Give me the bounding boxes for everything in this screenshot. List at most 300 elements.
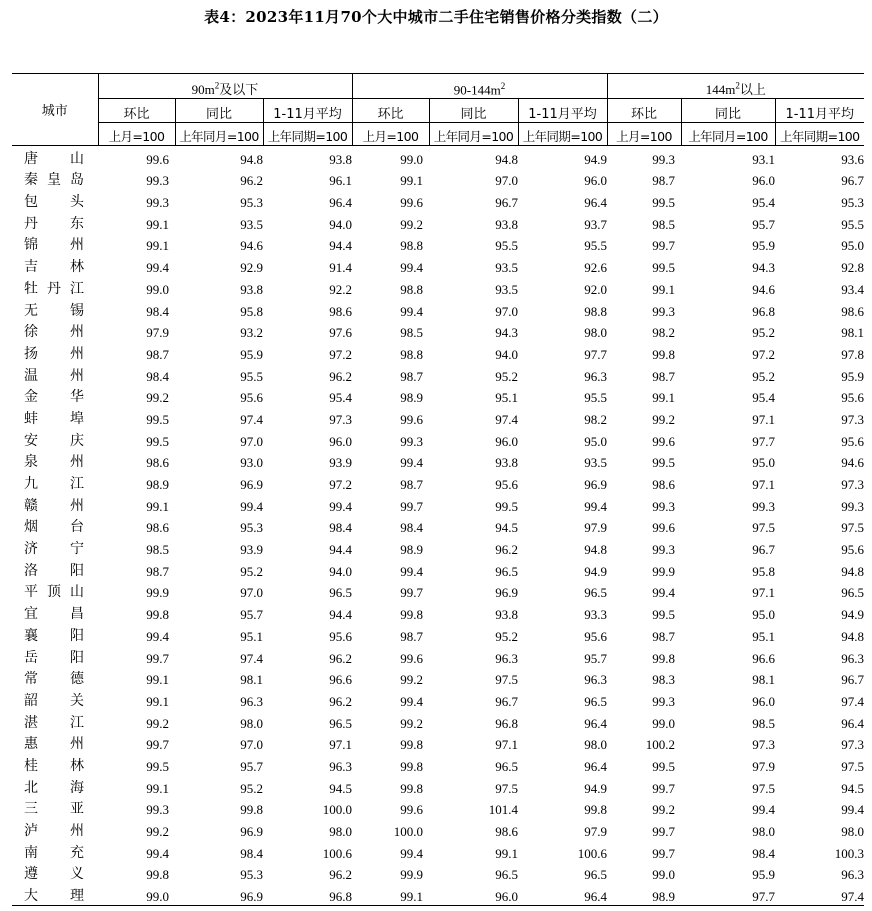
index-value-cell: 99.5 bbox=[495, 498, 518, 514]
index-value-cell: 99.4 bbox=[400, 563, 423, 579]
index-value-cell: 99.7 bbox=[400, 498, 423, 514]
index-value-cell: 99.8 bbox=[400, 780, 423, 796]
table-row bbox=[12, 797, 864, 819]
index-value-cell: 99.1 bbox=[146, 238, 169, 254]
city-name-cell: 唐山 bbox=[24, 150, 84, 167]
index-value-cell: 99.8 bbox=[400, 737, 423, 753]
index-value-cell: 97.9 bbox=[584, 824, 607, 839]
index-value-cell: 94.5 bbox=[329, 780, 352, 796]
index-value-cell: 97.0 bbox=[240, 737, 263, 753]
index-value-cell: 96.5 bbox=[841, 585, 865, 601]
city-name-cell: 襄阳 bbox=[24, 627, 84, 644]
index-value-cell: 94.4 bbox=[329, 542, 352, 558]
index-value-cell: 97.0 bbox=[240, 433, 263, 449]
index-value-cell: 99.0 bbox=[652, 715, 675, 731]
index-value-cell: 99.3 bbox=[652, 303, 675, 319]
index-value-cell: 97.3 bbox=[841, 477, 865, 492]
index-value-cell: 99.7 bbox=[400, 585, 423, 601]
city-name-cell: 秦皇岛 bbox=[24, 172, 84, 189]
index-value-cell: 97.2 bbox=[752, 346, 775, 362]
index-value-cell: 93.9 bbox=[329, 455, 352, 471]
index-value-cell: 96.0 bbox=[429, 883, 518, 905]
table-row bbox=[12, 840, 864, 862]
index-value-cell: 99.4 bbox=[146, 260, 169, 276]
index-value-cell: 99.6 bbox=[400, 195, 423, 211]
city-name-cell: 包头 bbox=[24, 194, 84, 211]
index-value-cell: 94.0 bbox=[495, 346, 518, 362]
index-value-cell: 99.0 bbox=[146, 281, 169, 297]
table-row bbox=[12, 363, 864, 385]
index-value-cell: 96.3 bbox=[841, 867, 865, 883]
index-value-cell: 98.1 bbox=[240, 672, 263, 688]
index-value-cell: 99.3 bbox=[146, 173, 169, 189]
index-value-cell: 99.8 bbox=[240, 802, 263, 818]
city-name-cell: 南充 bbox=[24, 844, 84, 861]
index-value-cell: 94.8 bbox=[841, 628, 865, 644]
base-header-prev-month: 上月=100 bbox=[607, 123, 681, 146]
index-value-cell: 97.9 bbox=[584, 520, 607, 536]
index-value-cell: 94.3 bbox=[495, 325, 518, 341]
index-value-cell: 98.7 bbox=[652, 368, 675, 384]
index-value-cell: 94.0 bbox=[329, 216, 352, 232]
base-header-prev-year-period: 上年同期=100 bbox=[263, 123, 352, 146]
index-value-cell: 95.6 bbox=[240, 390, 263, 406]
index-value-cell: 98.8 bbox=[400, 346, 423, 362]
metric-header-yoy: 同比 bbox=[681, 99, 775, 123]
city-name-cell: 泉州 bbox=[24, 454, 84, 471]
index-value-cell: 96.9 bbox=[175, 883, 263, 905]
index-value-cell: 98.7 bbox=[652, 173, 675, 189]
index-value-cell: 94.8 bbox=[841, 563, 865, 579]
index-value-cell: 99.8 bbox=[652, 650, 675, 666]
index-value-cell: 100.0 bbox=[322, 802, 352, 818]
table-row bbox=[12, 168, 864, 190]
index-value-cell: 98.6 bbox=[495, 824, 518, 839]
index-value-cell: 99.5 bbox=[146, 758, 169, 774]
index-value-cell: 98.8 bbox=[400, 238, 423, 254]
index-value-cell: 99.2 bbox=[146, 390, 169, 406]
index-value-cell: 97.1 bbox=[752, 411, 775, 427]
index-value-cell: 98.0 bbox=[240, 715, 263, 731]
table-row bbox=[12, 580, 864, 602]
table-row bbox=[12, 862, 864, 884]
table-row bbox=[12, 601, 864, 623]
metric-header-avg: 1-11月平均 bbox=[263, 99, 352, 123]
index-value-cell: 95.0 bbox=[752, 607, 775, 623]
index-value-cell: 95.5 bbox=[495, 238, 518, 254]
index-value-cell: 98.1 bbox=[841, 325, 865, 341]
index-value-cell: 99.3 bbox=[752, 498, 775, 514]
index-value-cell: 99.8 bbox=[652, 346, 675, 362]
city-name-cell: 扬州 bbox=[24, 345, 84, 362]
index-value-cell: 91.4 bbox=[329, 260, 352, 276]
index-value-cell: 95.2 bbox=[240, 563, 263, 579]
index-value-cell: 99.1 bbox=[146, 693, 169, 709]
index-value-cell: 96.5 bbox=[584, 585, 607, 601]
index-value-cell: 95.3 bbox=[240, 195, 263, 211]
index-value-cell: 93.8 bbox=[240, 281, 263, 297]
group-header-row bbox=[12, 74, 864, 99]
index-value-cell: 99.1 bbox=[146, 216, 169, 232]
index-value-cell: 97.4 bbox=[240, 650, 263, 666]
index-value-cell: 96.7 bbox=[752, 542, 775, 558]
index-value-cell: 97.3 bbox=[841, 411, 865, 427]
index-value-cell: 96.2 bbox=[240, 173, 263, 189]
index-value-cell: 99.6 bbox=[400, 411, 423, 427]
index-value-cell: 95.9 bbox=[841, 368, 865, 384]
index-value-cell: 97.5 bbox=[841, 520, 865, 536]
index-value-cell: 96.4 bbox=[841, 715, 865, 731]
index-value-cell: 95.4 bbox=[752, 390, 775, 406]
index-value-cell: 94.0 bbox=[329, 563, 352, 579]
index-value-cell: 93.3 bbox=[584, 607, 607, 623]
index-value-cell: 96.3 bbox=[841, 650, 865, 666]
table-row bbox=[12, 667, 864, 689]
index-value-cell: 95.7 bbox=[240, 607, 263, 623]
index-value-cell: 98.6 bbox=[329, 303, 352, 319]
base-header-prev-month: 上月=100 bbox=[98, 123, 175, 146]
index-value-cell: 100.6 bbox=[577, 845, 607, 861]
city-name-cell: 安庆 bbox=[24, 432, 84, 449]
index-value-cell: 95.2 bbox=[752, 368, 775, 384]
index-value-cell: 95.1 bbox=[240, 628, 263, 644]
index-value-cell: 96.8 bbox=[263, 883, 352, 905]
city-name-cell: 温州 bbox=[24, 367, 84, 384]
index-value-cell: 98.0 bbox=[584, 737, 607, 753]
index-value-cell: 99.4 bbox=[146, 628, 169, 644]
index-value-cell: 93.8 bbox=[495, 607, 518, 623]
index-value-cell: 99.3 bbox=[652, 151, 675, 167]
index-value-cell: 96.7 bbox=[495, 195, 518, 211]
city-name-cell: 桂林 bbox=[24, 757, 84, 774]
index-value-cell: 97.4 bbox=[775, 883, 864, 905]
index-value-cell: 95.7 bbox=[584, 650, 607, 666]
base-header-prev-year-month: 上年同月=100 bbox=[175, 123, 263, 146]
index-value-cell: 95.3 bbox=[841, 195, 865, 211]
index-value-cell: 95.1 bbox=[752, 628, 775, 644]
city-name-cell: 洛阳 bbox=[24, 562, 84, 579]
index-value-cell: 95.0 bbox=[584, 433, 607, 449]
index-value-cell: 97.4 bbox=[240, 411, 263, 427]
metric-header-mom: 环比 bbox=[607, 99, 681, 123]
city-name-cell: 宜昌 bbox=[24, 606, 84, 623]
table-row bbox=[12, 298, 864, 320]
index-value-cell: 93.5 bbox=[584, 455, 607, 471]
index-value-cell: 94.9 bbox=[584, 563, 607, 579]
table-row bbox=[12, 428, 864, 450]
index-value-cell: 98.7 bbox=[146, 346, 169, 362]
index-value-cell: 98.7 bbox=[400, 477, 423, 492]
city-name-cell: 蚌埠 bbox=[24, 410, 84, 427]
index-value-cell: 96.0 bbox=[752, 693, 775, 709]
index-value-cell: 96.0 bbox=[329, 433, 352, 449]
table-row bbox=[12, 341, 864, 363]
city-name-cell: 烟台 bbox=[24, 519, 84, 536]
index-value-cell: 97.2 bbox=[329, 346, 352, 362]
index-value-cell: 98.7 bbox=[400, 628, 423, 644]
index-value-cell: 96.0 bbox=[584, 173, 607, 189]
index-value-cell: 95.4 bbox=[329, 390, 352, 406]
table-row bbox=[12, 558, 864, 580]
index-value-cell: 99.4 bbox=[841, 802, 865, 818]
table-row bbox=[12, 732, 864, 754]
index-value-cell: 98.5 bbox=[652, 216, 675, 232]
index-value-cell: 100.2 bbox=[645, 737, 675, 753]
index-value-cell: 95.5 bbox=[584, 238, 607, 254]
index-value-cell: 99.4 bbox=[329, 498, 352, 514]
city-name-cell: 丹东 bbox=[24, 215, 84, 232]
base-header-prev-month: 上月=100 bbox=[352, 123, 429, 146]
city-name-cell: 九江 bbox=[24, 476, 84, 492]
index-value-cell: 99.5 bbox=[146, 411, 169, 427]
index-value-cell: 99.1 bbox=[400, 173, 423, 189]
index-value-cell: 95.0 bbox=[841, 238, 865, 254]
index-value-cell: 99.5 bbox=[652, 455, 675, 471]
index-value-cell: 96.5 bbox=[584, 693, 607, 709]
index-value-cell: 99.1 bbox=[495, 845, 518, 861]
index-value-cell: 98.3 bbox=[652, 672, 675, 688]
index-value-cell: 95.6 bbox=[584, 628, 607, 644]
index-value-cell: 94.8 bbox=[495, 151, 518, 167]
index-value-cell: 101.4 bbox=[488, 802, 518, 818]
index-value-cell: 98.1 bbox=[752, 672, 775, 688]
index-value-cell: 96.3 bbox=[495, 650, 518, 666]
index-value-cell: 97.7 bbox=[584, 346, 607, 362]
index-value-cell: 98.5 bbox=[146, 542, 169, 558]
index-value-cell: 99.3 bbox=[146, 195, 169, 211]
index-value-cell: 99.1 bbox=[652, 281, 675, 297]
index-value-cell: 95.3 bbox=[240, 867, 263, 883]
table-body bbox=[12, 146, 864, 906]
index-value-cell: 94.4 bbox=[329, 238, 352, 254]
table-row bbox=[12, 471, 864, 493]
index-value-cell: 96.3 bbox=[584, 368, 607, 384]
index-value-cell: 96.2 bbox=[329, 693, 352, 709]
index-value-cell: 97.5 bbox=[752, 520, 775, 536]
index-value-cell: 99.2 bbox=[400, 672, 423, 688]
index-value-cell: 95.6 bbox=[841, 542, 865, 558]
table-row bbox=[12, 406, 864, 428]
index-value-cell: 93.4 bbox=[841, 281, 865, 297]
table-row bbox=[12, 450, 864, 472]
table-row bbox=[12, 623, 864, 645]
city-name-cell: 三亚 bbox=[24, 801, 84, 818]
index-value-cell: 99.4 bbox=[400, 260, 423, 276]
index-value-cell: 97.4 bbox=[495, 411, 518, 427]
index-value-cell: 97.5 bbox=[841, 758, 865, 774]
index-value-cell: 98.9 bbox=[400, 390, 423, 406]
index-value-cell: 99.1 bbox=[146, 672, 169, 688]
index-value-cell: 98.5 bbox=[752, 715, 775, 731]
group-header-small: $90m^2$及以下 bbox=[98, 74, 352, 99]
index-value-cell: 98.7 bbox=[146, 563, 169, 579]
index-value-cell: 94.6 bbox=[752, 281, 775, 297]
index-value-cell: 96.5 bbox=[495, 563, 518, 579]
index-value-cell: 93.5 bbox=[495, 281, 518, 297]
price-index-table bbox=[12, 73, 864, 906]
index-value-cell: 98.4 bbox=[146, 303, 169, 319]
table-row bbox=[12, 883, 864, 905]
table-row bbox=[12, 753, 864, 775]
index-value-cell: 99.1 bbox=[352, 883, 429, 905]
index-value-cell: 98.8 bbox=[400, 281, 423, 297]
index-value-cell: 96.6 bbox=[752, 650, 775, 666]
index-value-cell: 95.7 bbox=[240, 758, 263, 774]
index-value-cell: 99.5 bbox=[652, 607, 675, 623]
index-value-cell: 97.9 bbox=[752, 758, 775, 774]
index-value-cell: 96.4 bbox=[329, 195, 352, 211]
index-value-cell: 99.3 bbox=[652, 498, 675, 514]
index-value-cell: 99.6 bbox=[652, 520, 675, 536]
index-value-cell: 98.4 bbox=[400, 520, 423, 536]
base-header-prev-year-month: 上年同月=100 bbox=[429, 123, 518, 146]
index-value-cell: 99.2 bbox=[652, 802, 675, 818]
city-name-cell: 锦州 bbox=[24, 237, 84, 254]
index-value-cell: 97.7 bbox=[752, 433, 775, 449]
table-row bbox=[12, 818, 864, 840]
index-value-cell: 94.6 bbox=[841, 455, 865, 471]
index-value-cell: 95.2 bbox=[495, 628, 518, 644]
index-value-cell: 97.5 bbox=[495, 780, 518, 796]
index-value-cell: 94.6 bbox=[240, 238, 263, 254]
index-value-cell: 96.2 bbox=[329, 867, 352, 883]
index-value-cell: 93.1 bbox=[752, 151, 775, 167]
index-value-cell: 95.2 bbox=[495, 368, 518, 384]
index-value-cell: 95.0 bbox=[752, 455, 775, 471]
index-value-cell: 92.6 bbox=[584, 260, 607, 276]
index-value-cell: 92.9 bbox=[240, 260, 263, 276]
index-value-cell: 98.4 bbox=[146, 368, 169, 384]
index-value-cell: 98.4 bbox=[329, 520, 352, 536]
index-value-cell: 94.8 bbox=[240, 151, 263, 167]
city-name-cell: 岳阳 bbox=[24, 649, 84, 666]
index-value-cell: 98.6 bbox=[652, 477, 675, 492]
index-value-cell: 95.5 bbox=[240, 368, 263, 384]
city-name-cell: 湛江 bbox=[24, 714, 84, 731]
index-value-cell: 94.9 bbox=[584, 151, 607, 167]
index-value-cell: 98.0 bbox=[329, 824, 352, 839]
metric-header-yoy: 同比 bbox=[175, 99, 263, 123]
table-row bbox=[12, 189, 864, 211]
city-column-header: 城市 bbox=[12, 74, 98, 146]
index-value-cell: 95.5 bbox=[841, 216, 865, 232]
index-value-cell: 97.4 bbox=[841, 693, 865, 709]
table-row bbox=[12, 688, 864, 710]
index-value-cell: 99.6 bbox=[400, 802, 423, 818]
index-value-cell: 99.0 bbox=[98, 883, 175, 905]
index-value-cell: 96.8 bbox=[752, 303, 775, 319]
index-value-cell: 97.0 bbox=[495, 173, 518, 189]
table-row bbox=[12, 276, 864, 298]
index-value-cell: 99.2 bbox=[146, 715, 169, 731]
index-value-cell: 99.1 bbox=[146, 498, 169, 514]
index-value-cell: 98.6 bbox=[146, 520, 169, 536]
index-value-cell: 94.3 bbox=[752, 260, 775, 276]
index-value-cell: 99.8 bbox=[146, 867, 169, 883]
index-value-cell: 96.7 bbox=[495, 693, 518, 709]
index-value-cell: 100.0 bbox=[393, 824, 423, 839]
city-name-cell: 常德 bbox=[24, 671, 84, 688]
index-value-cell: 99.2 bbox=[146, 824, 169, 839]
index-value-cell: 99.3 bbox=[652, 542, 675, 558]
city-name-cell: 平顶山 bbox=[24, 584, 84, 601]
index-value-cell: 93.0 bbox=[240, 455, 263, 471]
index-value-cell: 99.4 bbox=[752, 802, 775, 818]
index-value-cell: 99.7 bbox=[146, 737, 169, 753]
table-row bbox=[12, 320, 864, 342]
index-value-cell: 96.5 bbox=[329, 585, 352, 601]
index-value-cell: 96.2 bbox=[495, 542, 518, 558]
index-value-cell: 96.4 bbox=[584, 195, 607, 211]
table-row bbox=[12, 385, 864, 407]
base-header-prev-year-period: 上年同期=100 bbox=[775, 123, 864, 146]
index-value-cell: 96.2 bbox=[329, 368, 352, 384]
index-value-cell: 95.8 bbox=[240, 303, 263, 319]
index-value-cell: 98.6 bbox=[841, 303, 865, 319]
metric-header-avg: 1-11月平均 bbox=[518, 99, 607, 123]
base-header-row bbox=[12, 123, 864, 146]
index-value-cell: 98.4 bbox=[752, 845, 775, 861]
index-value-cell: 98.5 bbox=[400, 325, 423, 341]
group-header-medium: $90-144m^2$ bbox=[352, 74, 607, 99]
index-value-cell: 96.4 bbox=[584, 758, 607, 774]
index-value-cell: 99.8 bbox=[146, 607, 169, 623]
index-value-cell: 100.6 bbox=[322, 845, 352, 861]
index-value-cell: 97.6 bbox=[329, 325, 352, 341]
index-value-cell: 96.2 bbox=[329, 650, 352, 666]
index-value-cell: 99.7 bbox=[652, 238, 675, 254]
index-value-cell: 99.8 bbox=[400, 758, 423, 774]
index-value-cell: 97.1 bbox=[752, 477, 775, 492]
index-value-cell: 95.2 bbox=[752, 325, 775, 341]
index-value-cell: 97.1 bbox=[329, 737, 352, 753]
table-row bbox=[12, 493, 864, 515]
index-value-cell: 97.3 bbox=[841, 737, 865, 753]
index-value-cell: 99.7 bbox=[146, 650, 169, 666]
index-value-cell: 95.1 bbox=[495, 390, 518, 406]
table-row bbox=[12, 710, 864, 732]
index-value-cell: 97.0 bbox=[240, 585, 263, 601]
index-value-cell: 96.9 bbox=[240, 824, 263, 839]
index-value-cell: 96.9 bbox=[240, 477, 263, 492]
index-value-cell: 99.2 bbox=[400, 216, 423, 232]
index-value-cell: 97.3 bbox=[329, 411, 352, 427]
index-value-cell: 99.5 bbox=[146, 433, 169, 449]
table-row bbox=[12, 254, 864, 276]
index-value-cell: 99.6 bbox=[146, 151, 169, 167]
index-value-cell: 99.9 bbox=[146, 585, 169, 601]
index-value-cell: 99.7 bbox=[652, 845, 675, 861]
index-value-cell: 99.5 bbox=[652, 195, 675, 211]
index-value-cell: 98.2 bbox=[584, 411, 607, 427]
index-value-cell: 99.3 bbox=[400, 433, 423, 449]
index-value-cell: 97.5 bbox=[752, 780, 775, 796]
index-value-cell: 99.9 bbox=[400, 867, 423, 883]
metric-header-row bbox=[12, 99, 864, 123]
index-value-cell: 95.3 bbox=[240, 520, 263, 536]
index-value-cell: 99.5 bbox=[652, 758, 675, 774]
index-value-cell: 96.8 bbox=[495, 715, 518, 731]
index-value-cell: 97.1 bbox=[495, 737, 518, 753]
index-value-cell: 98.7 bbox=[652, 628, 675, 644]
index-value-cell: 94.9 bbox=[584, 780, 607, 796]
index-value-cell: 97.7 bbox=[681, 883, 775, 905]
index-value-cell: 95.5 bbox=[584, 390, 607, 406]
city-name-cell: 赣州 bbox=[24, 497, 84, 514]
index-value-cell: 96.3 bbox=[329, 758, 352, 774]
index-value-cell: 96.5 bbox=[329, 715, 352, 731]
index-value-cell: 93.2 bbox=[240, 325, 263, 341]
